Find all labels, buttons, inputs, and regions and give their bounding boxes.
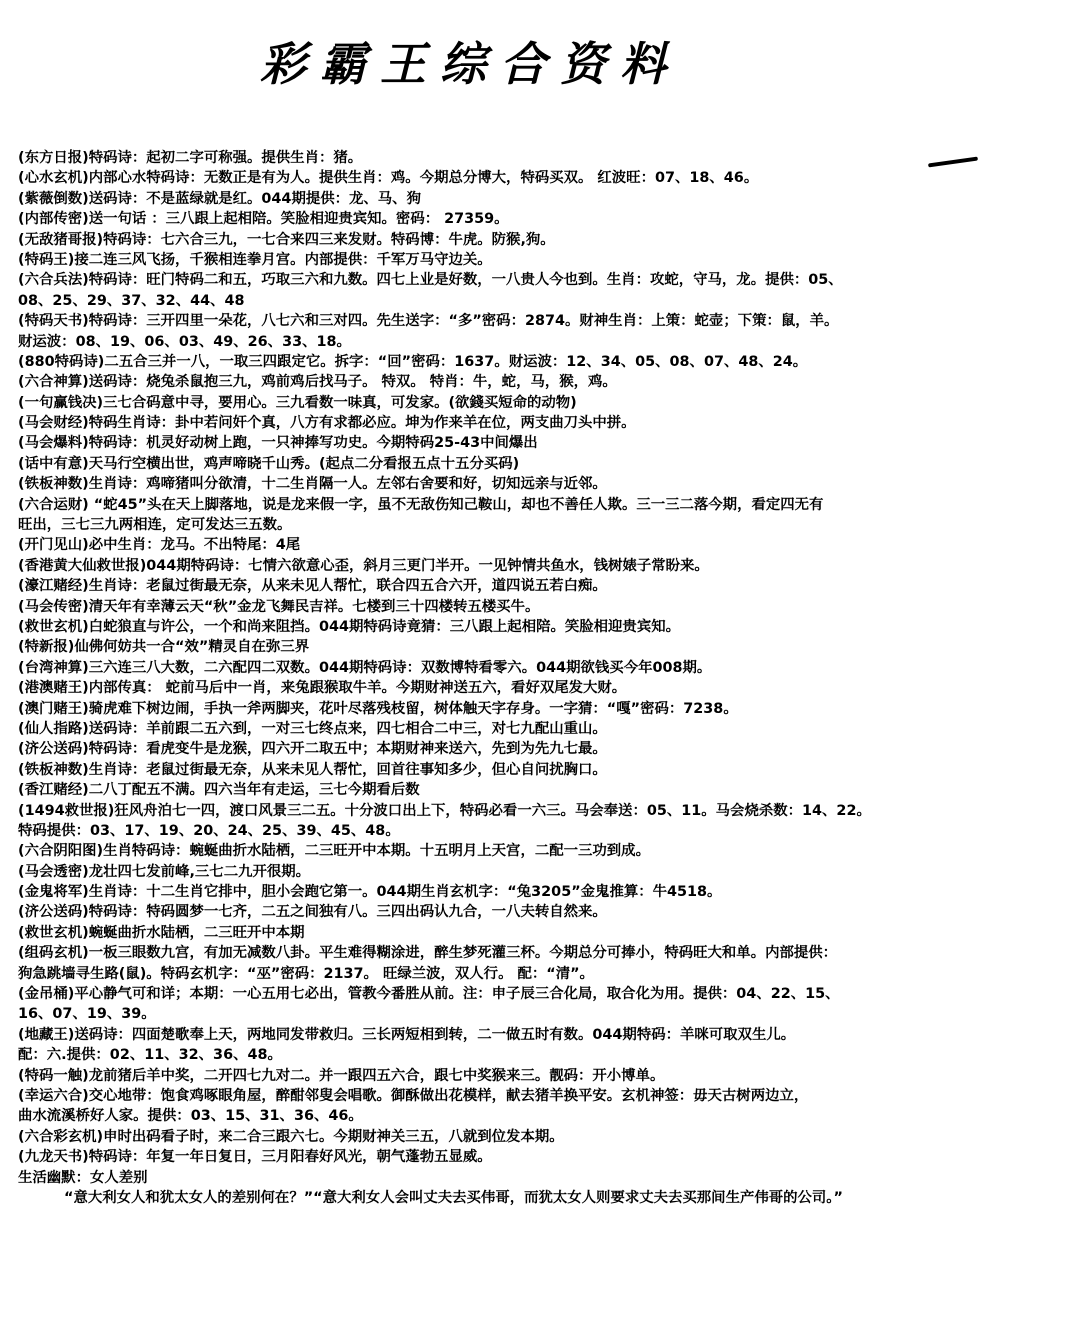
info-line: (地藏王)送码诗：四面楚歌奉上天，两地同发带救归。三长两短相到转，二一做五时有数。044期特码：羊咪可取双生儿。 [18, 1026, 796, 1043]
info-line: (台湾神算)三六连三八大数，二六配四二双数。044期特码诗：双数博特看零六。044期欲钱买今年008期。 [18, 659, 712, 676]
info-line: (马会爆料)特码诗：机灵好动树上跑，一只神捧写功史。今期特码25-43中间爆出 [18, 435, 538, 452]
info-line: 狗急跳墙寻生路(鼠)。特码玄机字：“巫”密码：2137。 旺绿兰波，双人行。 配：“清”。 [18, 965, 594, 982]
info-line: (六合阴阳图)生肖特码诗：蜿蜒曲折水陆栖，二三旺开中本期。十五明月上天宫，二配一三功到成。 [18, 843, 650, 860]
info-line: (救世玄机)白蛇狼直与许公，一个和尚来阻挡。044期特码诗竟猜：三八跟上起相陪。笑脸相迎贵宾知。 [18, 618, 680, 635]
info-line: (特新报)仙佛何妨共一合“效”精灵自在弥三界 [18, 639, 310, 656]
info-line: (九龙天书)特码诗：年复一年日复日，三月阳春好风光，朝气蓬勃五显威。 [18, 1149, 492, 1166]
info-line: 配：六.提供：02、11、32、36、48。 [18, 1047, 282, 1064]
info-line: 08、25、29、37、32、44、48 [18, 292, 245, 309]
info-line: 生活幽默：女人差别 [18, 1169, 148, 1186]
info-line: (一句赢钱决)三七合码意中寻，要用心。三九看数一味真，可发家。(欲錢买短命的动物) [18, 394, 577, 411]
info-line: (港澳赌王)内部传真： 蛇前马后中一肖，来兔跟猴取牛羊。今期财神送五六，看好双尾发大财。 [18, 680, 627, 697]
info-line: 旺出，三七三九两相连，定可发达三五数。 [18, 517, 292, 534]
info-line: (金吊桶)平心静气可和详；本期：一心五用七必出，管教今番胜从前。注：申子辰三合化局，取合化为用。提供：04、22、15、 [18, 986, 840, 1003]
info-list [18, 148, 1070, 1208]
info-line: (六合运财) “蛇45”头在天上脚落地，说是龙来假一字，虽不无敌伤知己鞍山，却也不善任人欺。三一三二落今期，看定四无有 [18, 496, 824, 513]
info-line: (开门见山)必中生肖：龙马。不出特尾：4尾 [18, 537, 301, 554]
info-line: 曲水流溪桥好人家。提供：03、15、31、36、46。 [18, 1108, 363, 1125]
info-line: (铁板神数)生肖诗：鸡啼猪叫分欲清，十二生肖隔一人。左邻右舍要和好，切知远亲与近邻。 [18, 476, 607, 493]
info-line: (1494救世报)狂风舟泊七一四，渡口风景三二五。十分波口出上下，特码必看一六三。马会奉送：05、11。马会烧杀数：14、22。 [18, 802, 871, 819]
info-line: 财运波：08、19、06、03、49、26、33、18。 [18, 333, 351, 350]
info-line: 16、07、19、39。 [18, 1006, 156, 1023]
info-line: 特码提供：03、17、19、20、24、25、39、45、48。 [18, 822, 400, 839]
info-line: (组码玄机)一板三眼数九宫，有加无减数八卦。平生难得糊涂进，醉生梦死灌三杯。今期总分可捧小，特码旺大和单。内部提供： [18, 945, 838, 962]
info-line: (濠江赌经)生肖诗：老鼠过街最无奈，从来未见人帮忙，联合四五合六开，道四说五若白痴。 [18, 578, 607, 595]
info-line: (心水玄机)内部心水特码诗：无数正是有为人。提供生肖：鸡。今期总分博大，特码买双。 红波旺：07、18、46。 [18, 170, 759, 187]
info-line: (无敌猪哥报)特码诗：七六合三九，一七合来四三来发财。特码博：牛虎。防猴,狗。 [18, 231, 555, 248]
page-title: 彩霸王综合资料 [260, 37, 680, 91]
info-line: (香江赌经)二八丁配五不满。四六当年有走运，三七今期看后数 [18, 782, 420, 799]
info-line: (马会财经)特码生肖诗：卦中若问奸个真，八方有求都必应。坤为作来羊在位，两支曲刀头中拼。 [18, 415, 636, 432]
info-line: (金鬼将军)生肖诗：十二生肖它排中，胆小会跑它第一。044期生肖玄机字：“兔3205”金鬼推算：牛4518。 [18, 884, 722, 901]
info-line: (特码天书)特码诗：三开四里一朵花，八七六和三对四。先生送字：“多”密码：2874。财神生肖：上策：蛇壶；下策：鼠，羊。 [18, 313, 839, 330]
info-line: (话中有意)天马行空横出世，鸡声啼晓千山秀。(起点二分看报五点十五分买码) [18, 455, 520, 472]
info-line: (东方日报)特码诗：起初二字可称强。提供生肖：猪。 [18, 150, 363, 166]
info-line: (内部传密)送一句话 ：三八跟上起相陪。笑脸相迎贵宾知。密码： 27359。 [18, 211, 509, 228]
info-line: (马会传密)清天年有幸薄云天“秋”金龙飞舞民吉祥。七楼到三十四楼转五楼买牛。 [18, 598, 540, 615]
info-line: (济公送码)特码诗：特码圆梦一七齐，二五之间独有八。三四出码认九合，一八夫转自然来。 [18, 904, 607, 921]
info-line: (马会透密)龙壮四七发前峰,三七二九开很期。 [18, 863, 311, 880]
info-line: (紫薇倒数)送码诗：不是蓝绿就是红。044期提供：龙、马、狗 [18, 190, 421, 207]
info-line: (救世玄机)蜿蜒曲折水陆栖，二三旺开中本期 [18, 924, 305, 941]
info-line: (特码一触)龙前猪后羊中奖，二开四七九对二。并一跟四五六合，跟七中奖猴来三。靓码：开小博单。 [18, 1067, 665, 1084]
joke-text: “意大利女人和犹太女人的差别何在？”“意大利女人会叫丈夫去买伟哥，而犹太女人则要求丈夫去买那间生产伟哥的公司。” [64, 1189, 843, 1206]
info-line: (六合兵法)特码诗：旺门特码二和五，巧取三六和九数。四七上业是好数，一八贵人今也到。生肖：攻蛇，守马，龙。提供：05、 [18, 272, 843, 289]
info-line: (六合彩玄机)申时出码看子时，来二合三跟六七。今期财神关三五，八就到位发本期。 [18, 1128, 564, 1145]
info-line: (幸运六合)交心地带：饱食鸡啄眼角屋，醉酣邻叟会唱歌。御酥做出花模样，献去猪羊换平安。玄机神签：毋天古树两边立， [18, 1087, 809, 1104]
info-line: (济公送码)特码诗：看虎变牛是龙猴，四六开二取五中；本期财神来送六，先到为先九七最。 [18, 741, 607, 758]
info-line: (香港黄大仙救世报)044期特码诗：七情六欲意心歪，斜月三更门半开。一见钟情共鱼水，钱树婊子常盼来。 [18, 557, 709, 574]
info-line: (特码王)接二连三风飞扬，千猴相连拳月宫。内部提供：千军万马守边关。 [18, 251, 492, 268]
info-line: (铁板神数)生肖诗：老鼠过街最无奈，从来未见人帮忙，回首往事知多少，但心自问扰胸口。 [18, 761, 607, 778]
info-line: (澳门赌王)骑虎难下树边闹，手执一斧两脚夹，花叶尽落残枝留，树体触天字存身。一字猜：“嘎”密码：7238。 [18, 700, 738, 717]
info-line: (880特码诗)二五合三并一八，一取三四跟定它。拆字：“回”密码：1637。财运波：12、34、05、08、07、48、24。 [18, 353, 808, 370]
info-line: (六合神算)送码诗：烧兔杀鼠抱三九，鸡前鸡后找马子。 特双。 特肖：牛，蛇，马，猴，鸡。 [18, 374, 617, 391]
info-line: (仙人指路)送码诗：羊前跟二五六到，一对三七终点来，四七相合二中三，对七九配山重山。 [18, 720, 607, 737]
